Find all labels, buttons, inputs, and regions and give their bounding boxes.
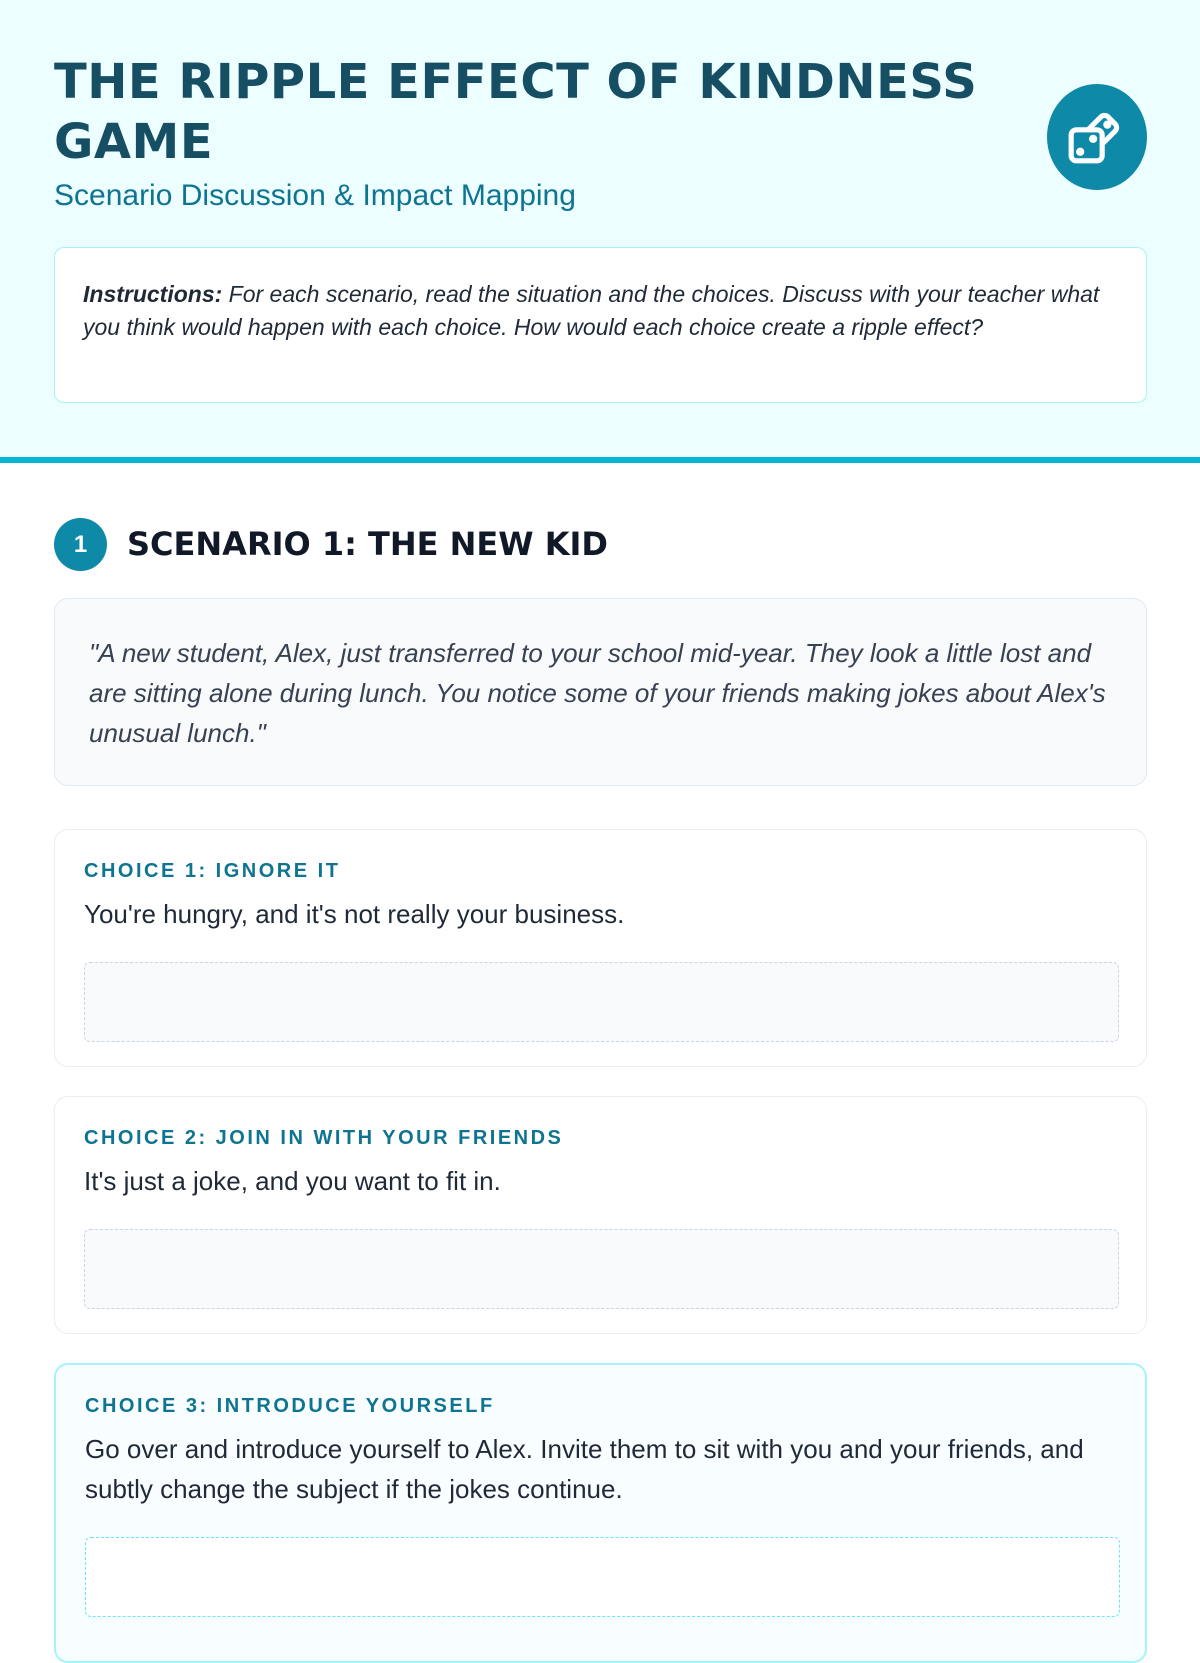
dice-badge xyxy=(1047,84,1147,190)
page-subtitle: Scenario Discussion & Impact Mapping xyxy=(54,179,576,212)
instructions-box xyxy=(54,247,1147,403)
choice-card-3 xyxy=(54,1363,1147,1663)
answer-input[interactable] xyxy=(85,1537,1120,1617)
choice-label: CHOICE 2: JOIN IN WITH YOUR FRIENDS xyxy=(84,1127,564,1149)
page-header xyxy=(0,0,1200,463)
instructions-text: For each scenario, read the situation and the choices. Discuss with your teacher what you think would happen with each choice. How would each choice create a ripple effect? xyxy=(83,281,1100,340)
page-title: THE RIPPLE EFFECT OF KINDNESS GAME xyxy=(54,54,978,170)
choice-text: It's just a joke, and you want to fit in. xyxy=(84,1166,501,1196)
choice-text: You're hungry, and it's not really your business. xyxy=(84,899,625,929)
choice-card-2 xyxy=(54,1096,1147,1334)
scenario-number-badge: 1 xyxy=(54,518,107,571)
choice-text: Go over and introduce yourself to Alex. Invite them to sit with you and your friends, and subtly change the subject if the jokes continue. xyxy=(85,1434,1084,1504)
scenario-quote: "A new student, Alex, just transferred to your school mid-year. They look a little lost and are sitting alone during lunch. You notice some of your friends making jokes about Alex's unusual lunch." xyxy=(54,598,1147,786)
choice-label: CHOICE 1: IGNORE IT xyxy=(84,860,341,882)
dice-icon xyxy=(1066,104,1128,171)
instructions-label: Instructions: xyxy=(83,281,223,307)
answer-input[interactable] xyxy=(84,1229,1119,1309)
choice-label: CHOICE 3: INTRODUCE YOURSELF xyxy=(85,1395,495,1417)
choice-card-1 xyxy=(54,829,1147,1067)
answer-input[interactable] xyxy=(84,962,1119,1042)
scenario-title: SCENARIO 1: THE NEW KID xyxy=(127,525,608,563)
